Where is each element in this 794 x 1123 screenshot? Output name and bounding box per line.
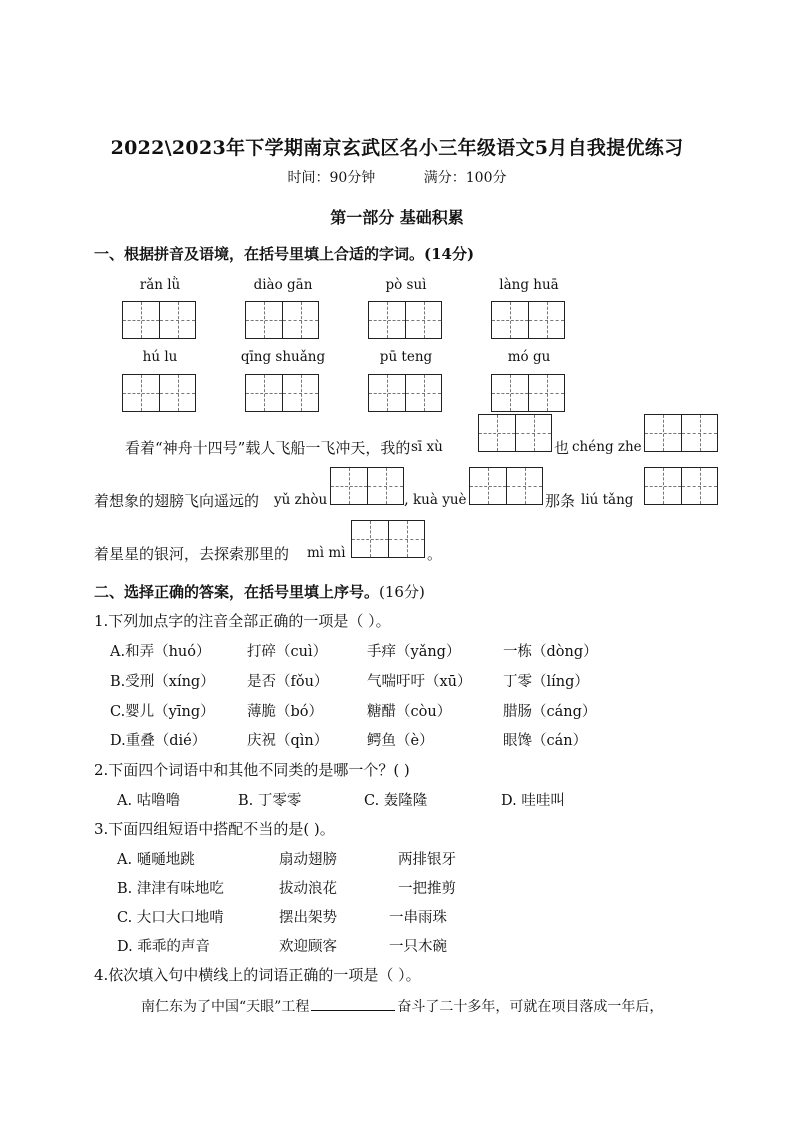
writing-grid[interactable] <box>122 374 196 412</box>
passage-pinyin: sī xù <box>411 439 443 455</box>
writing-grid[interactable] <box>491 301 565 339</box>
question-2: 2.下面四个词语中和其他不同类的是哪一个？( ) <box>94 761 410 779</box>
writing-grid[interactable] <box>491 374 565 412</box>
q3-option: 一串雨珠 <box>389 910 447 926</box>
question-4: 4.依次填入句中横线上的词语正确的一项是（ ）。 <box>94 966 421 984</box>
q1-option: C.婴儿（yīng） <box>110 704 215 720</box>
passage-pinyin: chéng zhe <box>572 439 642 455</box>
q1-option: 丁零（líng） <box>503 674 589 690</box>
pinyin-8: mó gu <box>507 349 551 365</box>
q4-sentence-part: 奋斗了二十多年，可就在项目落成一年后， <box>397 999 664 1015</box>
q3-option: D. 乖乖的声音 <box>117 939 210 955</box>
pinyin-7: pū teng <box>379 349 433 365</box>
passage-text: , <box>404 490 409 508</box>
q1-option: 一栋（dòng） <box>503 644 598 660</box>
q3-option: 一把推剪 <box>398 881 456 897</box>
question-1: 1.下列加点字的注音全部正确的一项是（ ）。 <box>94 612 391 630</box>
q1-option: 鳄鱼（è） <box>367 733 434 749</box>
passage-grid[interactable] <box>351 520 425 558</box>
q2-option: D. 哇哇叫 <box>501 793 565 809</box>
q2-option: A. 咕噜噜 <box>117 793 181 809</box>
passage-pinyin: kuà yuè <box>413 492 467 508</box>
pinyin-4: làng huā <box>499 277 559 293</box>
q3-option: 两排银牙 <box>398 852 456 868</box>
passage-grid[interactable] <box>469 467 543 505</box>
passage-text: 也 <box>554 439 570 457</box>
q1-option: 气喘吁吁（xū） <box>367 674 472 690</box>
q1-option: 糖醋（còu） <box>367 704 452 720</box>
passage-grid[interactable] <box>330 467 404 505</box>
passage-text: 。 <box>427 545 443 563</box>
question-3: 3.下面四组短语中搭配不当的是( )。 <box>94 820 335 838</box>
passage-text: 着想象的翅膀飞向遥远的 <box>94 492 260 510</box>
exam-score: 满分：100分 <box>423 170 507 186</box>
section1-heading: 一、根据拼音及语境，在括号里填上合适的字词。(14分) <box>94 245 475 263</box>
pinyin-2: diào gān <box>253 277 313 293</box>
q3-option: 欢迎顾客 <box>279 939 337 955</box>
q3-option: B. 津津有味地吃 <box>117 881 224 897</box>
q3-option: C. 大口大口地啃 <box>117 910 224 926</box>
q2-option: C. 轰隆隆 <box>364 793 428 809</box>
q1-option: 是否（fǒu） <box>247 674 329 690</box>
q4-sentence-part: 南仁东为了中国“天眼”工程 <box>141 999 310 1015</box>
exam-meta <box>0 167 794 187</box>
q1-option: 手痒（yǎng） <box>367 644 461 660</box>
part-title: 第一部分 基础积累 <box>330 208 464 227</box>
passage-text: 着星星的银河，去探索那里的 <box>94 545 290 563</box>
q3-option: 摆出架势 <box>279 910 337 926</box>
q1-option: 眼馋（cán） <box>503 733 588 749</box>
q1-option: 薄脆（bó） <box>247 704 324 720</box>
page-title: 2022\2023年下学期南京玄武区名小三年级语文5月自我提优练习 <box>110 137 684 159</box>
q1-option: D.重叠（dié） <box>110 733 207 749</box>
writing-grid[interactable] <box>368 301 442 339</box>
section2-score: (16分) <box>379 583 425 601</box>
q4-blank[interactable] <box>311 1009 395 1011</box>
passage-text: 那条 <box>545 492 576 510</box>
q1-option: B.受刑（xíng） <box>110 674 215 690</box>
q3-option: 拔动浪花 <box>279 881 337 897</box>
q3-option: 扇动翅膀 <box>279 852 337 868</box>
passage-pinyin: mì mì <box>307 545 346 561</box>
section2-heading-row <box>94 581 425 602</box>
q1-option: 打碎（cuì） <box>247 644 328 660</box>
writing-grid[interactable] <box>122 301 196 339</box>
q1-option: A.和弄（huó） <box>110 644 211 660</box>
passage-pinyin: liú tǎng <box>581 492 634 508</box>
pinyin-1: rǎn lǜ <box>139 277 181 293</box>
pinyin-5: hú lu <box>142 349 178 365</box>
passage-grid[interactable] <box>644 414 718 452</box>
q3-option: 一只木碗 <box>389 939 447 955</box>
q2-option: B. 丁零零 <box>238 793 302 809</box>
passage-text: 看着“神舟十四号”载人飞船一飞冲天，我的 <box>125 439 411 457</box>
q1-option: 腊肠（cáng） <box>503 704 597 720</box>
exam-time: 时间：90分钟 <box>287 170 376 186</box>
writing-grid[interactable] <box>245 374 319 412</box>
section2-heading: 二、选择正确的答案，在括号里填上序号。 <box>94 583 380 601</box>
q1-option: 庆祝（qìn） <box>247 733 329 749</box>
writing-grid[interactable] <box>368 374 442 412</box>
passage-grid[interactable] <box>478 414 552 452</box>
pinyin-3: pò suì <box>385 277 427 293</box>
pinyin-6: qīng shuǎng <box>240 349 326 365</box>
passage-grid[interactable] <box>644 467 718 505</box>
q4-sentence <box>141 996 663 1016</box>
writing-grid[interactable] <box>245 301 319 339</box>
passage-pinyin: yǔ zhòu <box>274 492 328 508</box>
q3-option: A. 嗵嗵地跳 <box>117 852 195 868</box>
